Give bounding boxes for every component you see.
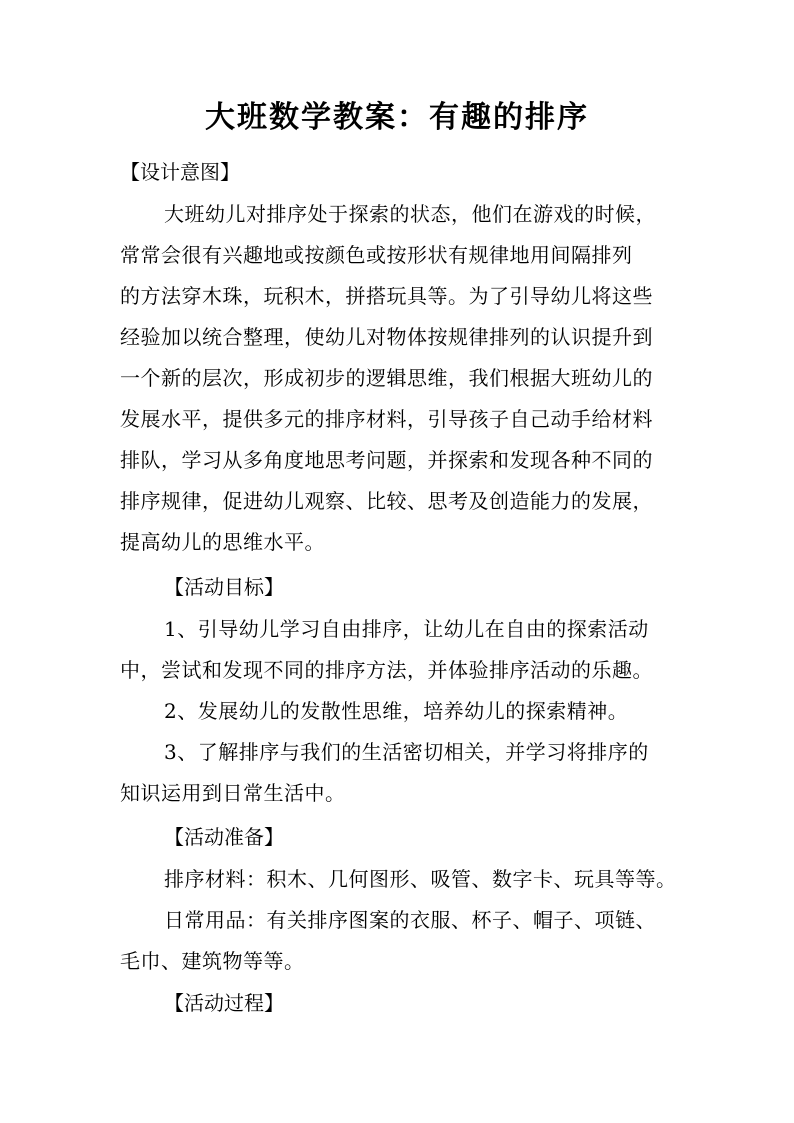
text-line: 发展水平，提供多元的排序材料，引导孩子自己动手给材料 — [120, 407, 653, 431]
text-line: 一个新的层次，形成初步的逻辑思维，我们根据大班幼儿的 — [120, 366, 653, 390]
text-line: 日常用品：有关排序图案的衣服、杯子、帽子、项链、 — [164, 908, 656, 932]
text-line: 常常会很有兴趣地或按颜色或按形状有规律地用间隔排列 — [120, 243, 633, 267]
text-line: 知识运用到日常生活中。 — [120, 781, 346, 805]
text-line: 排序规律，促进幼儿观察、比较、思考及创造能力的发展， — [120, 489, 653, 513]
text-line: 排队，学习从多角度地思考问题，并探索和发现各种不同的 — [120, 448, 653, 472]
paragraph-preparation — [120, 859, 680, 982]
text-line: 大班幼儿对排序处于探索的状态，他们在游戏的时候， — [164, 202, 656, 226]
paragraph-design-intent — [120, 194, 680, 563]
document-title: 大班数学教案：有趣的排序 — [205, 100, 589, 135]
text-line: 毛巾、建筑物等等。 — [120, 949, 305, 973]
text-line: 中，尝试和发现不同的排序方法，并体验排序活动的乐趣。 — [120, 658, 653, 682]
text-line: 1、引导幼儿学习自由排序，让幼儿在自由的探索活动 — [164, 617, 649, 641]
text-line: 3、了解排序与我们的生活密切相关，并学习将排序的 — [164, 740, 649, 764]
text-line: 2、发展幼儿的发散性思维，培养幼儿的探索精神。 — [164, 699, 629, 723]
text-line: 提高幼儿的思维水平。 — [120, 530, 325, 554]
text-line: 的方法穿木珠，玩积木，拼搭玩具等。为了引导幼儿将这些 — [120, 284, 653, 308]
text-line: 经验加以统合整理，使幼儿对物体按规律排列的认识提升到 — [120, 325, 653, 349]
section-heading-process: 【活动过程】 — [164, 991, 284, 1015]
paragraph-goals — [120, 609, 680, 814]
section-heading-goals: 【活动目标】 — [164, 575, 284, 599]
section-heading-design-intent: 【设计意图】 — [120, 160, 240, 184]
text-line: 排序材料：积木、几何图形、吸管、数字卡、玩具等等。 — [164, 867, 677, 891]
section-heading-preparation: 【活动准备】 — [164, 825, 284, 849]
